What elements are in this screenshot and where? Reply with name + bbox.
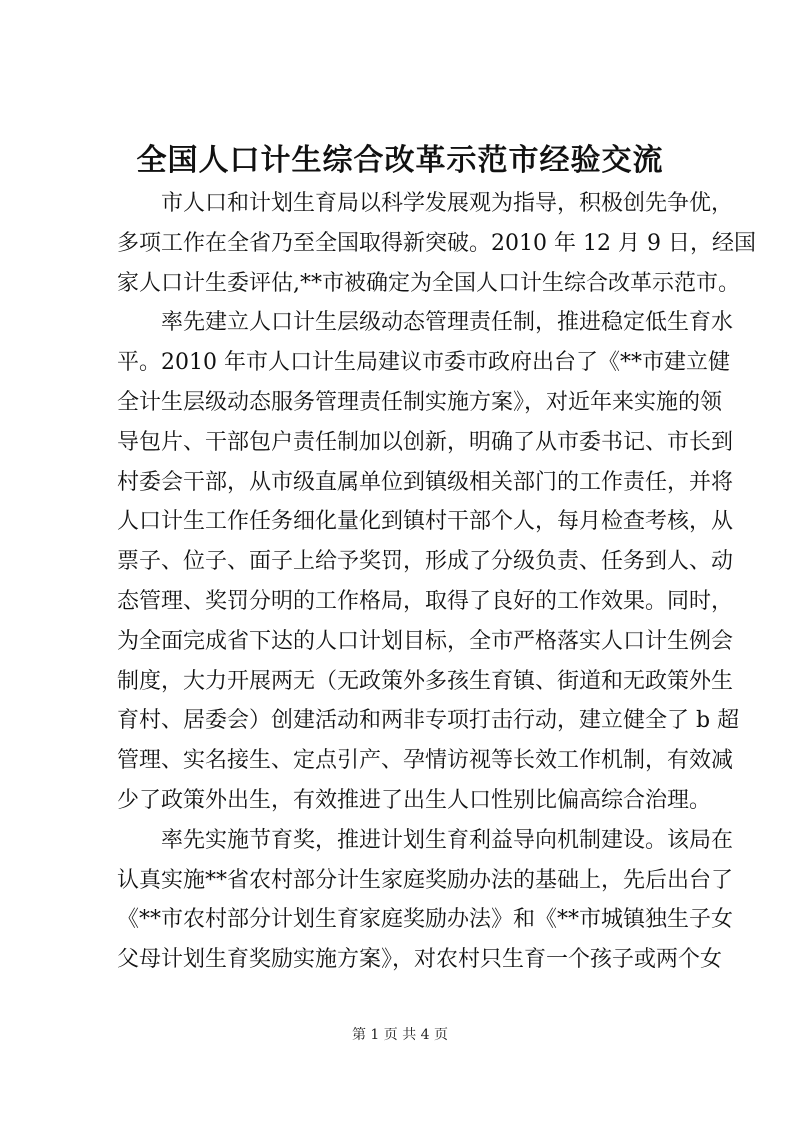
text-line: 平。2010 年市人口计生局建议市委市政府出台了《**市建立健 [117, 350, 730, 376]
text-line: 制度，大力开展两无（无政策外多孩生育镇、街道和无政策外生 [117, 668, 734, 694]
text-line: 率先实施节育奖，推进计划生育利益导向机制建设。该局在 [161, 827, 734, 853]
paragraph-1 [117, 184, 756, 303]
text-line: 导包片、干部包户责任制加以创新，明确了从市委书记、市长到 [117, 429, 734, 455]
text-line: 全计生层级动态服务管理责任制实施方案》，对近年来实施的领 [117, 389, 723, 415]
paragraph-2 [117, 303, 740, 820]
text-line: 育村、居委会）创建活动和两非专项打击行动，建立健全了 b 超 [117, 708, 740, 734]
text-line: 态管理、奖罚分明的工作格局，取得了良好的工作效果。同时， [117, 588, 734, 614]
text-line: 家人口计生委评估,**市被确定为全国人口计生综合改革示范市。 [117, 270, 740, 296]
text-line: 《**市农村部分计划生育家庭奖励办法》和《**市城镇独生子女 [117, 907, 734, 933]
document-title: 全国人口计生综合改革示范市经验交流 [136, 143, 664, 178]
paragraph-3 [117, 821, 734, 980]
text-line: 市人口和计划生育局以科学发展观为指导，积极创先争优， [161, 191, 734, 216]
text-line: 少了政策外出生，有效推进了出生人口性别比偏高综合治理。 [117, 787, 712, 813]
text-line: 人口计生工作任务细化量化到镇村干部个人，每月检查考核，从 [117, 509, 734, 535]
text-line: 为全面完成省下达的人口计划目标，全市严格落实人口计生例会 [117, 628, 734, 654]
page-footer: 第 1 页 共 4 页 [351, 1027, 449, 1043]
text-line: 认真实施**省农村部分计生家庭奖励办法的基础上，先后出台了 [117, 867, 734, 893]
document-body [117, 184, 756, 980]
text-line: 管理、实名接生、定点引产、孕情访视等长效工作机制，有效减 [117, 748, 734, 774]
text-line: 票子、位子、面子上给予奖罚，形成了分级负责、任务到人、动 [117, 549, 734, 575]
text-line: 多项工作在全省乃至全国取得新突破。2010 年 12 月 9 日，经国 [117, 230, 756, 256]
text-line: 村委会干部，从市级直属单位到镇级相关部门的工作责任，并将 [117, 469, 734, 495]
text-line: 父母计划生育奖励实施方案》，对农村只生育一个孩子或两个女 [117, 947, 723, 973]
text-line: 率先建立人口计生层级动态管理责任制，推进稳定低生育水 [161, 310, 734, 336]
